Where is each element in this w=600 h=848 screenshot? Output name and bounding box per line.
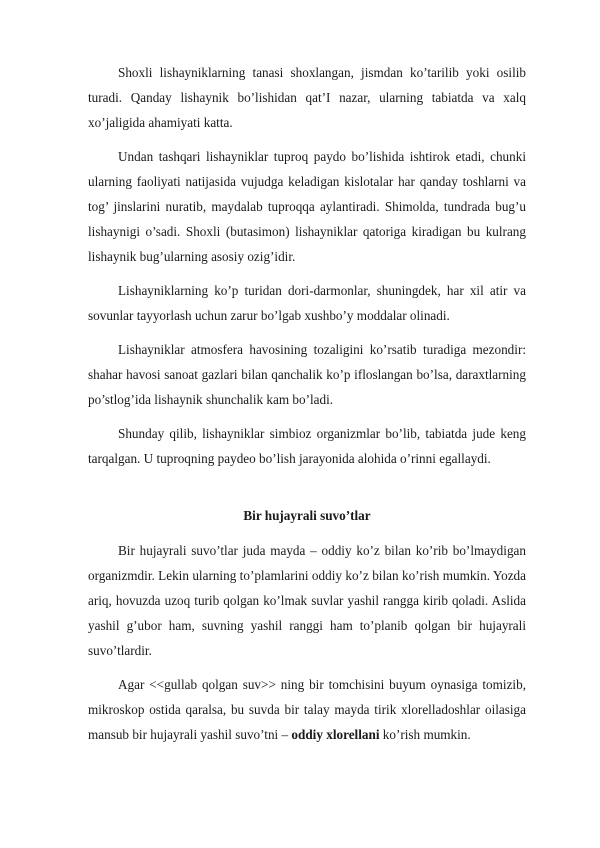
paragraph-branched-lichens: Shoxli lishayniklarning tanasi shoxlangan, jismdan ko’tarilib yoki osilib turadi. Qanday lishaynik bo’lishidan qat’I nazar, ularning tabiatda va xalq xo’jaligida ahamiyati katta. bbox=[88, 65, 526, 130]
paragraph-air-quality: Lishayniklar atmosfera havosining tozaligini ko’rsatib turadiga mezondir: shahar havosi sanoat gazlari bilan qanchalik ko’p ifloslangan bo’lsa, daraxtlarning po’stlog’ida lishaynik shunchalik kam bo’ladi. bbox=[88, 342, 526, 407]
chlorella-text-after: ko’rish mumkin. bbox=[379, 727, 471, 742]
paragraph-soil-formation: Undan tashqari lishayniklar tuproq paydo bo’lishida ishtirok etadi, chunki ularning faoliyati natijasida vujudga keladigan kislotalar har qanday toshlarni va tog’ jinslarini nuratib, maydalab tuproqqa aylantiradi. Shimolda, tundrada bug’u lishaynigi o’sadi. Shoxli (butasimon) lishayniklar qatoriga kiradigan bu kulrang lishaynik bug’ularning asosiy ozig’idir. bbox=[88, 149, 526, 264]
paragraph-chlorella bbox=[88, 672, 526, 747]
paragraph-unicellular-algae: Bir hujayrali suvo’tlar juda mayda – oddiy ko’z bilan ko’rib bo’lmaydigan organizmdir. Lekin ularning to’plamlarini oddiy ko’z bilan ko’rish mumkin. Yozda ariq, hovuzda uzoq turib qolgan ko’lmak suvlar yashil rangga kirib qoladi. Aslida yashil g’ubor ham, suvning yashil ranggi ham to’planib qolgan bir hujayrali suvo’tlardir. bbox=[88, 543, 526, 658]
paragraph-symbiosis: Shunday qilib, lishayniklar simbioz organizmlar bo’lib, tabiatda jude keng tarqalgan. U tuproqning paydeo bo’lish jarayonida alohida o’rinni egallaydi. bbox=[88, 426, 526, 466]
section-heading: Bir hujayrali suvo’tlar bbox=[243, 508, 371, 523]
paragraph-medicines: Lishayniklarning ko’p turidan dori-darmonlar, shuningdek, har xil atir va sovunlar tayyorlash uchun zarur bo’lgab xushbo’y moddalar olinadi. bbox=[88, 283, 526, 323]
chlorella-bold-term: oddiy xlorellani bbox=[291, 727, 380, 742]
chlorella-text-before: Agar <<gullab qolgan suv>> ning bir tomchisini buyum oynasiga tomizib, mikroskop ostida qaralsa, bu suvda bir talay mayda tirik xlorelladoshlar oilasiga mansub bir hujayrali yashil suvo’tni – bbox=[88, 677, 526, 742]
page-content bbox=[88, 60, 526, 756]
